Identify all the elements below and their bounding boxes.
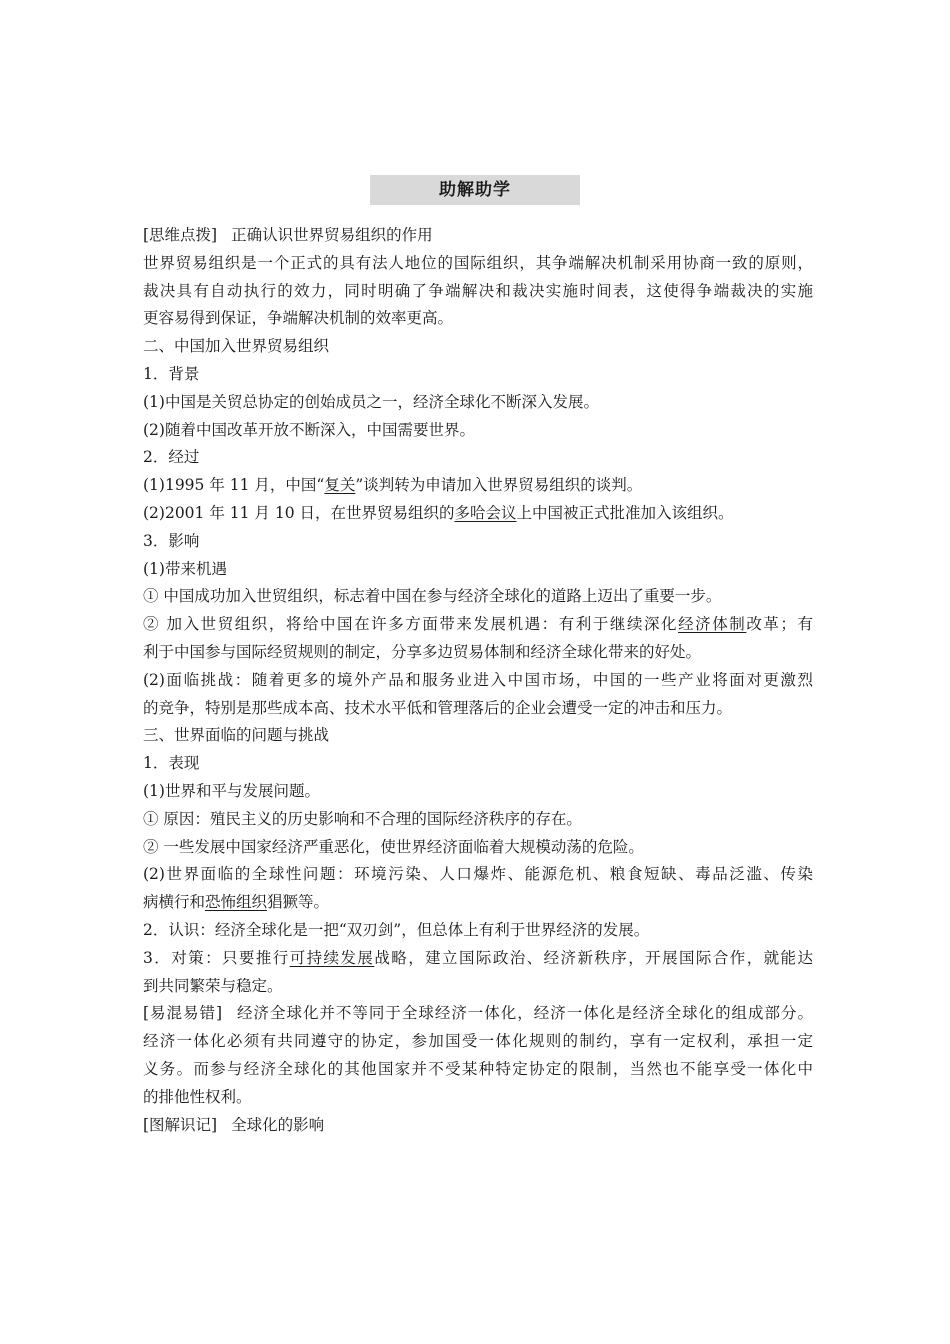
text-segment: (1)带来机遇 — [143, 559, 227, 578]
text-line — [143, 389, 813, 417]
text-segment: 2．认识：经济全球化是一把“双刃剑”，但总体上有利于世界经济的发展。 — [143, 920, 650, 939]
text-line — [143, 917, 813, 945]
text-segment: 3．影响 — [143, 531, 200, 550]
text-segment: 正确认识世界贸易组织的作用 — [231, 226, 433, 244]
text-line — [143, 806, 813, 834]
text-line — [143, 695, 813, 723]
text-segment: (1)中国是关贸总协定的创始成员之一，经济全球化不断深入发展。 — [143, 392, 599, 411]
section-label: [思维点拨] — [143, 226, 218, 244]
text-segment: 的竞争，特别是那些成本高、技术水平低和管理落后的企业会遭受一定的冲击和压力。 — [143, 698, 733, 717]
text-segment: 战略，建立国际政治、经济新秩序，开展国际合作，就能达 — [374, 948, 813, 967]
text-line — [143, 667, 813, 695]
text-line — [143, 250, 813, 278]
text-line — [143, 1028, 813, 1056]
document-body — [143, 222, 813, 1139]
text-segment: 义务。而参与经济全球化的其他国家并不受某种特定协定的限制，当然也不能享受一体化中 — [143, 1059, 813, 1078]
text-segment: 3．对策：只要推行 — [143, 948, 290, 967]
text-segment: 猖獗等。 — [267, 893, 330, 912]
underlined-term: 复关 — [324, 476, 356, 495]
text-segment: (2)面临挑战：随着更多的境外产品和服务业进入中国市场，中国的一些产业将面对更激烈 — [143, 670, 813, 689]
text-line — [143, 417, 813, 445]
text-line — [143, 889, 813, 917]
text-line — [143, 1056, 813, 1084]
section-label: [图解识记] — [143, 1115, 218, 1134]
text-segment: ”谈判转为申请加入世界贸易组织的谈判。 — [355, 476, 643, 495]
text-line — [143, 722, 813, 750]
text-line — [143, 1112, 813, 1140]
text-line — [143, 750, 813, 778]
text-line — [143, 778, 813, 806]
text-line — [143, 500, 813, 528]
text-line — [143, 444, 813, 472]
underlined-term: 经济体制 — [678, 615, 747, 634]
text-segment: 二、中国加入世界贸易组织 — [143, 337, 330, 356]
text-segment: 三、世界面临的问题与挑战 — [143, 726, 330, 745]
text-line — [143, 528, 813, 556]
text-segment: 经济全球化并不等同于全球经济一体化，经济一体化是经济全球化的组成部分。 — [236, 1004, 813, 1023]
text-line — [143, 834, 813, 862]
text-segment: 世界贸易组织是一个正式的具有法人地位的国际组织，其争端解决机制采用协商一致的原则， — [143, 253, 813, 272]
text-segment: 全球化的影响 — [231, 1115, 325, 1134]
text-line — [143, 222, 813, 250]
text-segment: ② 一些发展中国家经济严重恶化，使世界经济面临着大规模动荡的危险。 — [143, 837, 644, 856]
text-segment: 改革；有 — [746, 615, 813, 634]
text-line — [143, 278, 813, 306]
text-segment: (1)世界和平与发展问题。 — [143, 781, 320, 800]
text-line — [143, 861, 813, 889]
text-segment: 更容易得到保证，争端解决机制的效率更高。 — [143, 309, 454, 328]
text-segment: 1．背景 — [143, 364, 200, 383]
section-label: [易混易错] — [143, 1004, 223, 1023]
text-segment: (2)世界面临的全球性问题：环境污染、人口爆炸、能源危机、粮食短缺、毒品泛滥、传染 — [143, 865, 813, 884]
text-line — [143, 333, 813, 361]
text-segment: 2．经过 — [143, 448, 200, 467]
text-segment: 1．表现 — [143, 754, 200, 773]
text-line — [143, 472, 813, 500]
text-segment: (1)1995 年 11 月，中国“ — [143, 476, 325, 495]
text-segment: 病横行和 — [143, 893, 206, 912]
text-line — [143, 639, 813, 667]
text-line — [143, 556, 813, 584]
text-segment: 到共同繁荣与稳定。 — [143, 976, 283, 995]
text-line — [143, 305, 813, 333]
text-line — [143, 361, 813, 389]
text-segment: ① 中国成功加入世贸组织，标志着中国在参与经济全球化的道路上迈出了重要一步。 — [143, 587, 722, 606]
text-segment: (2)2001 年 11 月 10 日，在世界贸易组织的 — [143, 503, 455, 522]
text-line — [143, 973, 813, 1001]
text-segment: 利于中国参与国际经贸规则的制定，分享多边贸易体制和经济全球化带来的好处。 — [143, 642, 702, 661]
text-line — [143, 1000, 813, 1028]
text-segment: 裁决具有自动执行的效力，同时明确了争端解决和裁决实施时间表，这使得争端裁决的实施 — [143, 281, 813, 300]
text-segment: 的排他性权利。 — [143, 1087, 252, 1106]
underlined-term: 恐怖组织 — [205, 893, 268, 912]
text-line — [143, 945, 813, 973]
text-segment: (2)随着中国改革开放不断深入，中国需要世界。 — [143, 420, 475, 439]
text-segment: ① 原因：殖民主义的历史影响和不合理的国际经济秩序的存在。 — [143, 809, 582, 828]
text-line — [143, 583, 813, 611]
underlined-term: 多哈会议 — [454, 503, 517, 522]
underlined-term: 可持续发展 — [289, 948, 375, 967]
section-banner: 助解助学 — [370, 175, 580, 205]
text-line — [143, 611, 813, 639]
text-segment: ② 加入世贸组织，将给中国在许多方面带来发展机遇：有利于继续深化 — [143, 615, 679, 634]
text-segment: 上中国被正式批准加入该组织。 — [516, 503, 734, 522]
text-segment: 经济一体化必须有共同遵守的协定，参加国受一体化规则的制约，享有一定权利，承担一定 — [143, 1032, 813, 1051]
text-line — [143, 1084, 813, 1112]
